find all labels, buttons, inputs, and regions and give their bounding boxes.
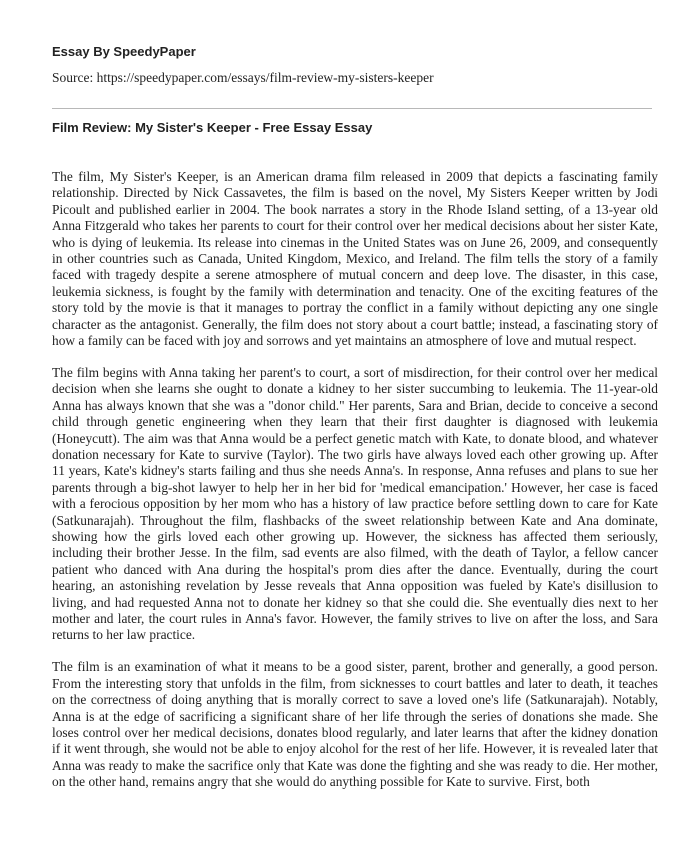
paragraph-2: The film begins with Anna taking her parent's to court, a sort of misdirection, for their control over her medical decision when she learns she ought to donate a kidney to her sister succumbing to leukemia. The 11-year-old Anna has always known that she was a "donor child." Her parents, Sara and Brian, decide to conceive a second child through genetic engineering when they learn that their first daughter is diagnosed with leukemia (Honeycutt). The aim was that Anna would be a perfect genetic match with Kate, to donate blood, and whatever donation necessary for Kate to survive (Taylor). The two girls have always loved each other growing up. After 11 years, Kate's kidney's starts failing and thus she needs Anna's. In response, Anna refuses and plans to sue her parents through a big-shot lawyer to help her in her bid for 'medical emancipation.' However, her case is faced with a ferocious opposition by her mom who has a history of law practice before settling down to care for Kate (Satkunarajah). Throughout the film, flashbacks of the sweet relationship between Kate and Ana dominate, showing how the girls loved each other growing up. However, the sickness has affected them seriously, including their brother Jesse. In the film, sad events are also filmed, with the death of Taylor, a fellow cancer patient who danced with Ana during the hospital's prom dies after the dance. Eventually, during the court hearing, an astonishing revelation by Jesse reveals that Anna opposition was fueled by Kate's disillusion to living, and had requested Anna not to donate her kidney so that she could die. She eventually dies next to her mother and later, the court rules in Anna's favor. However, the family strives to live on after the loss, and Sara returns to her law practice. bbox=[52, 364, 658, 643]
source-line: Source: https://speedypaper.com/essays/film-review-my-sisters-keeper bbox=[52, 70, 434, 85]
essay-title: Film Review: My Sister's Keeper - Free Essay Essay bbox=[52, 120, 373, 135]
essay-body bbox=[52, 169, 658, 791]
paragraph-3: The film is an examination of what it means to be a good sister, parent, brother and generally, a good person. From the interesting story that unfolds in the film, from sicknesses to court battles and later to death, it teaches on the correctness of doing anything that is morally correct to save a loved one's life (Satkunarajah). Notably, Anna is at the edge of sacrificing a significant share of her life through the series of donations she made. She loses control over her medical decisions, donates blood regularly, and later learns that after the kidney donation if it went through, she would not be able to enjoy alcohol for the rest of her life. However, it is revealed later that Anna was ready to make the sacrifice only that Kate was done the fighting and she was ready to die. Her mother, on the other hand, remains angry that she would do anything possible for Kate to survive. First, both bbox=[52, 659, 658, 790]
paragraph-1: The film, My Sister's Keeper, is an American drama film released in 2009 that depicts a fascinating family relationship. Directed by Nick Cassavetes, the film is based on the novel, My Sisters Keeper written by Jodi Picoult and published earlier in 2004. The book narrates a story in the Rhode Island setting, of a 13-year old Anna Fitzgerald who takes her parents to court for their control over her medical decisions about her sister Kate, who is dying of leukemia. Its release into cinemas in the United States was on June 26, 2009, and consequently in other countries such as Canada, United Kingdom, Mexico, and Ireland. The film tells the story of a family faced with tragedy despite a serene atmosphere of mutual concern and deep love. The disaster, in this case, leukemia sickness, is fought by the family with determination and tenacity. One of the exciting features of the story told by the movie is that it manages to portray the conflict in a family without depicting any one single character as the antagonist. Generally, the film does not story about a court battle; instead, a fascinating story of how a family can be faced with joy and sorrows and yet maintains an atmosphere of love and mutual respect. bbox=[52, 169, 658, 349]
divider bbox=[52, 108, 652, 109]
document-header: Essay By SpeedyPaper bbox=[52, 44, 196, 59]
